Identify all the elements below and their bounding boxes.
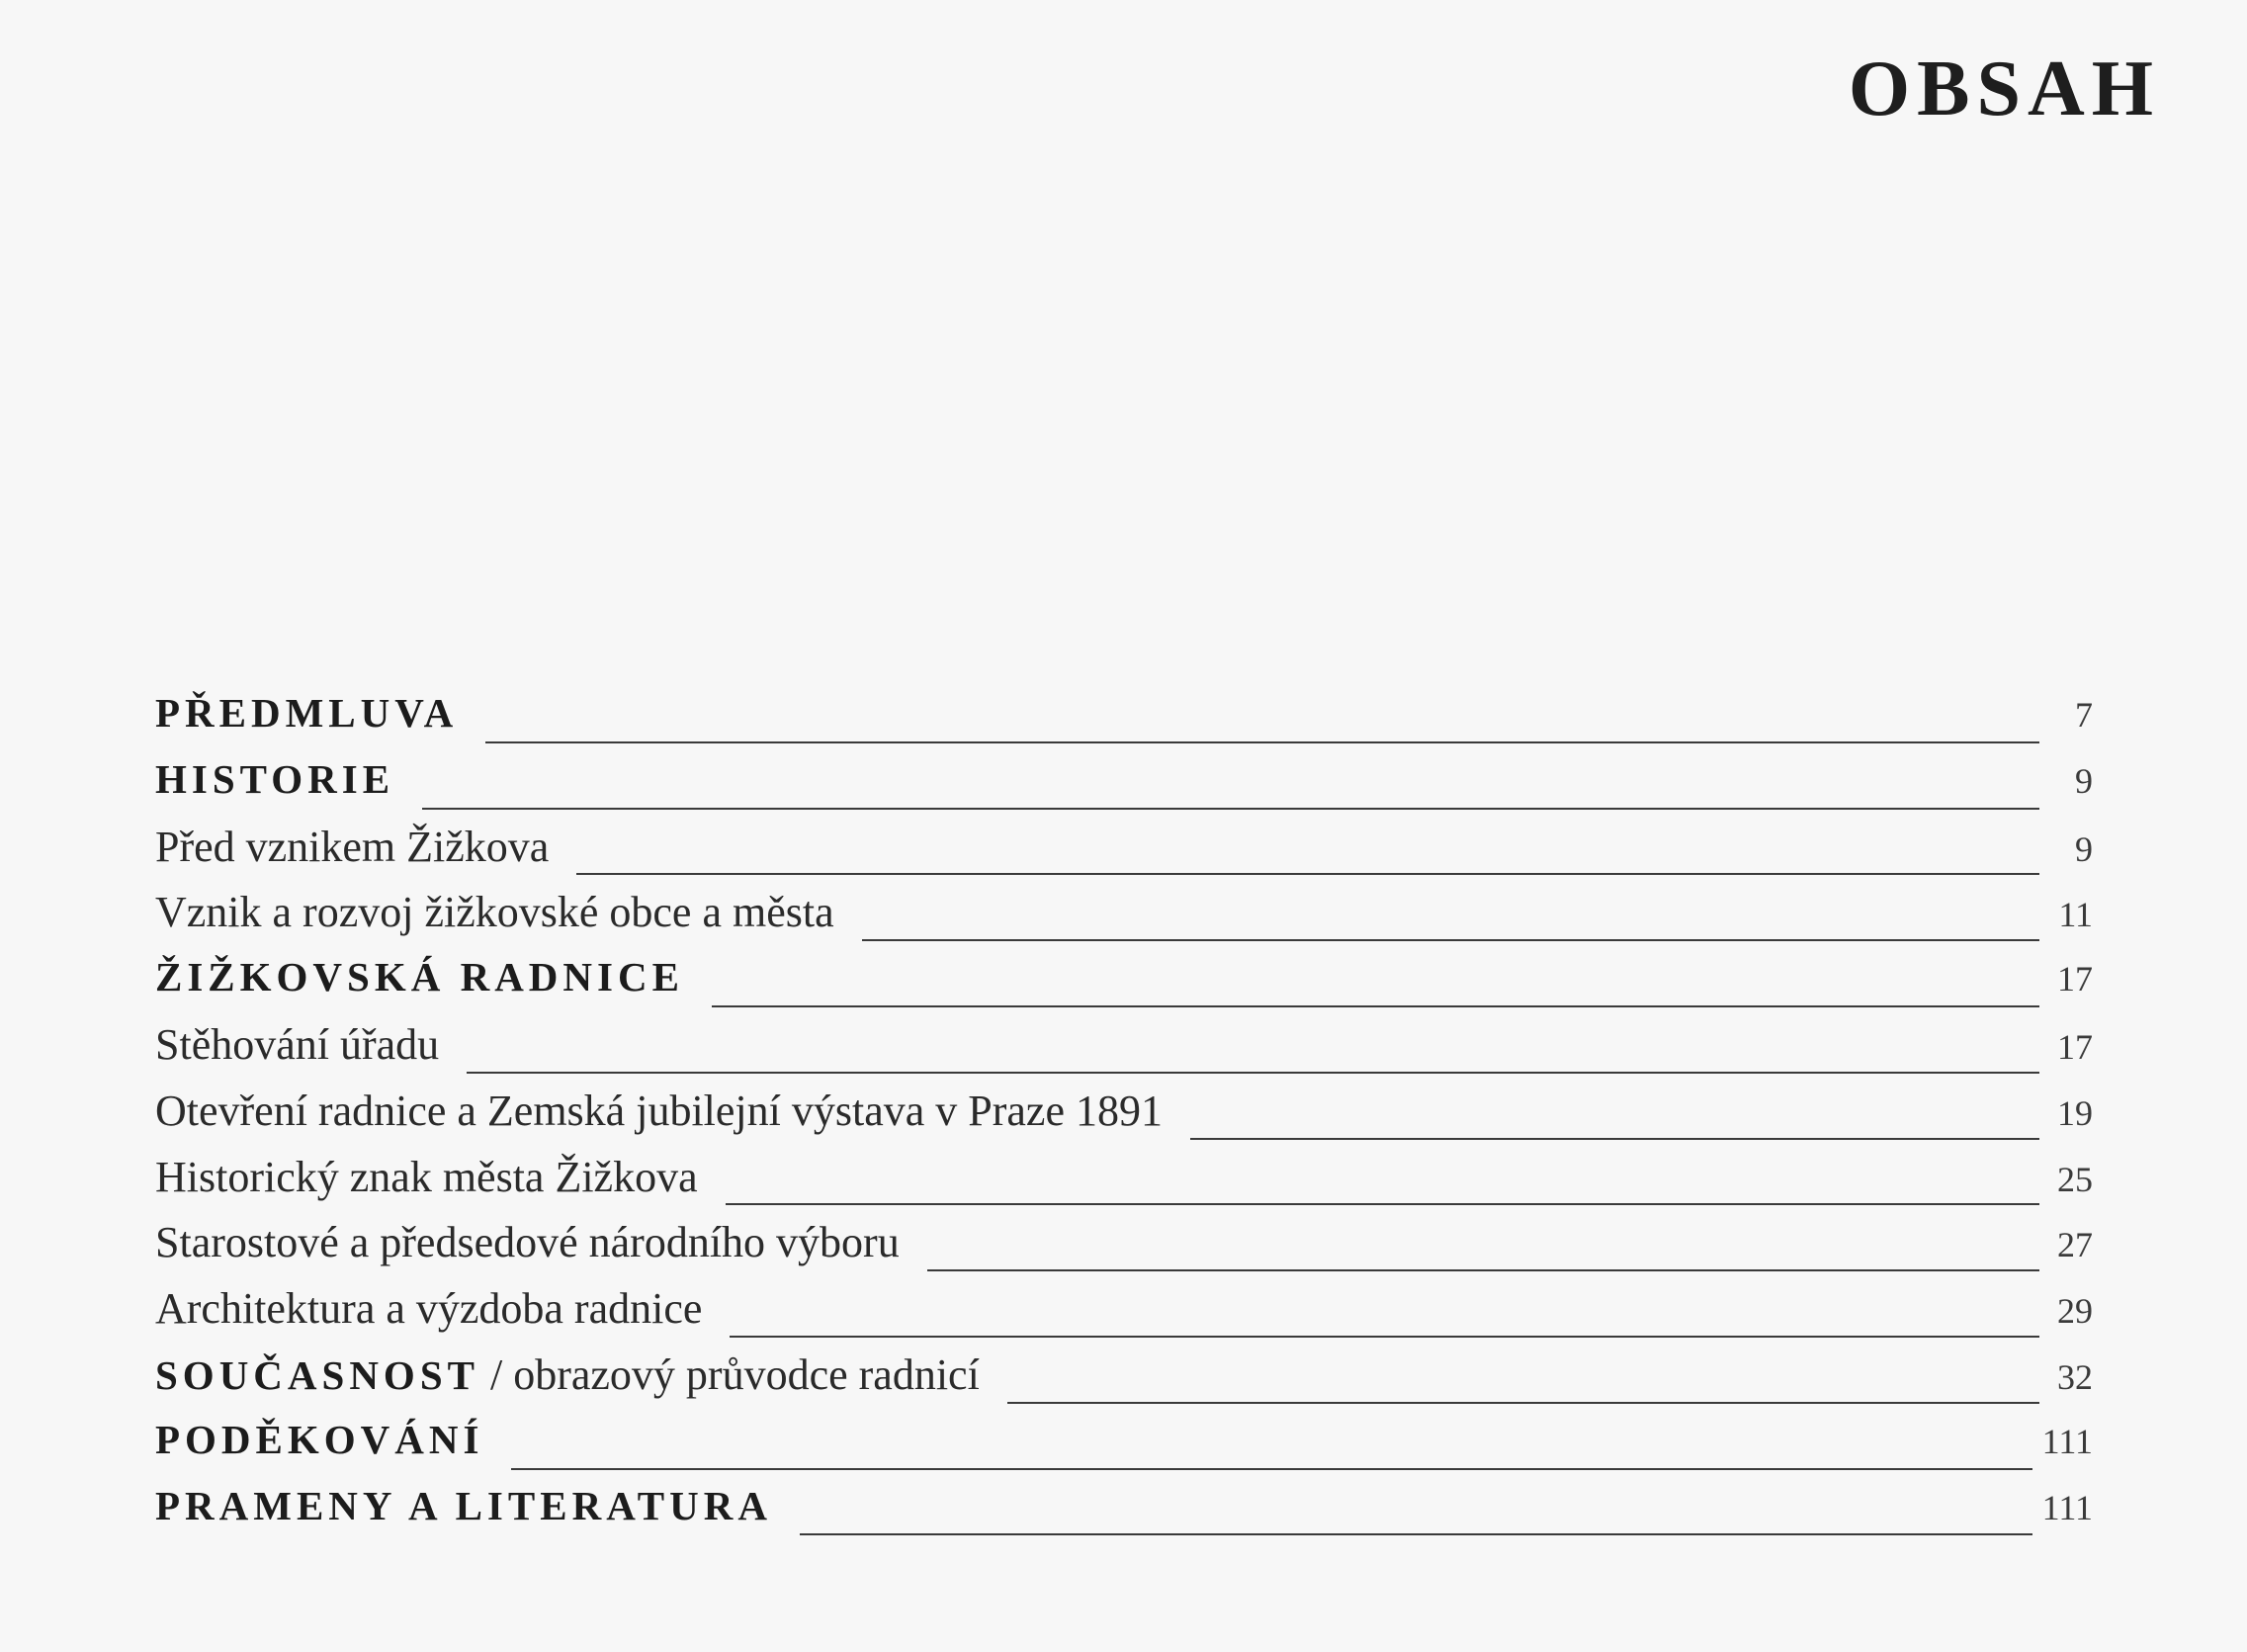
toc-entry — [155, 953, 2093, 1019]
toc-entry-title: HISTORIE — [155, 755, 395, 802]
toc-entry — [155, 689, 2093, 755]
dot-leader — [511, 1468, 2031, 1470]
toc-entry-page: 25 — [2057, 1159, 2093, 1199]
toc-entry-page: 9 — [2075, 760, 2093, 801]
toc-entry-page: 27 — [2057, 1225, 2093, 1265]
dot-leader — [730, 1336, 2039, 1338]
toc-entry-page: 111 — [2041, 1421, 2093, 1461]
dot-leader — [485, 741, 2039, 743]
toc-entry-title: Vznik a rozvoj žižkovské obce a města — [155, 888, 834, 937]
toc-entry-title: ŽIŽKOVSKÁ RADNICE — [155, 954, 684, 1000]
toc-entry-title: Před vznikem Žižkova — [155, 822, 550, 871]
toc-entry-page: 32 — [2057, 1356, 2093, 1397]
toc-entry-page: 17 — [2057, 959, 2093, 1000]
toc-entry-title: Historický znak města Žižkova — [155, 1152, 698, 1201]
toc-entry-page: 111 — [2041, 1487, 2093, 1527]
toc-entry — [155, 887, 2093, 953]
toc-entry — [155, 1349, 2093, 1416]
toc-entry — [155, 1019, 2093, 1086]
toc-entry-page: 17 — [2057, 1026, 2093, 1067]
toc-entry-subtitle: / obrazový průvodce radnicí — [478, 1349, 980, 1399]
toc-entry-title: PŘEDMLUVA — [155, 690, 459, 736]
toc-entry-title: PODĚKOVÁNÍ — [155, 1416, 484, 1462]
toc-entry-title: Starostové a předsedové národního výboru — [155, 1218, 900, 1267]
toc-entry-page: 29 — [2057, 1291, 2093, 1332]
dot-leader — [800, 1533, 2032, 1535]
toc-entry — [155, 1283, 2093, 1349]
dot-leader — [1190, 1138, 2039, 1140]
page-title: OBSAH — [1848, 45, 2160, 132]
toc-entry-title: Otevření radnice a Zemská jubilejní výstava v Praze 1891 — [155, 1086, 1163, 1135]
toc-entry-title: SOUČASNOST / obrazový průvodce radnicí — [155, 1349, 980, 1399]
table-of-contents — [155, 689, 2093, 1547]
toc-entry-page: 11 — [2058, 895, 2093, 935]
dot-leader — [726, 1203, 2039, 1205]
toc-entry — [155, 1152, 2093, 1218]
dot-leader — [576, 873, 2039, 875]
toc-entry — [155, 1416, 2093, 1482]
toc-entry — [155, 1482, 2093, 1548]
toc-entry — [155, 1217, 2093, 1283]
toc-entry — [155, 755, 2093, 822]
dot-leader — [1007, 1402, 2039, 1404]
toc-entry-page: 9 — [2075, 828, 2093, 869]
toc-entry — [155, 1086, 2093, 1152]
dot-leader — [862, 939, 2039, 941]
toc-entry-title: PRAMENY A LITERATURA — [155, 1482, 772, 1528]
dot-leader — [422, 808, 2039, 810]
dot-leader — [467, 1072, 2039, 1074]
dot-leader — [712, 1005, 2039, 1007]
toc-entry-title: Architektura a výzdoba radnice — [155, 1284, 703, 1334]
dot-leader — [927, 1269, 2039, 1271]
toc-entry-title: Stěhování úřadu — [155, 1019, 440, 1069]
toc-entry-page: 7 — [2075, 695, 2093, 735]
toc-entry-page: 19 — [2057, 1092, 2093, 1133]
toc-entry — [155, 822, 2093, 888]
